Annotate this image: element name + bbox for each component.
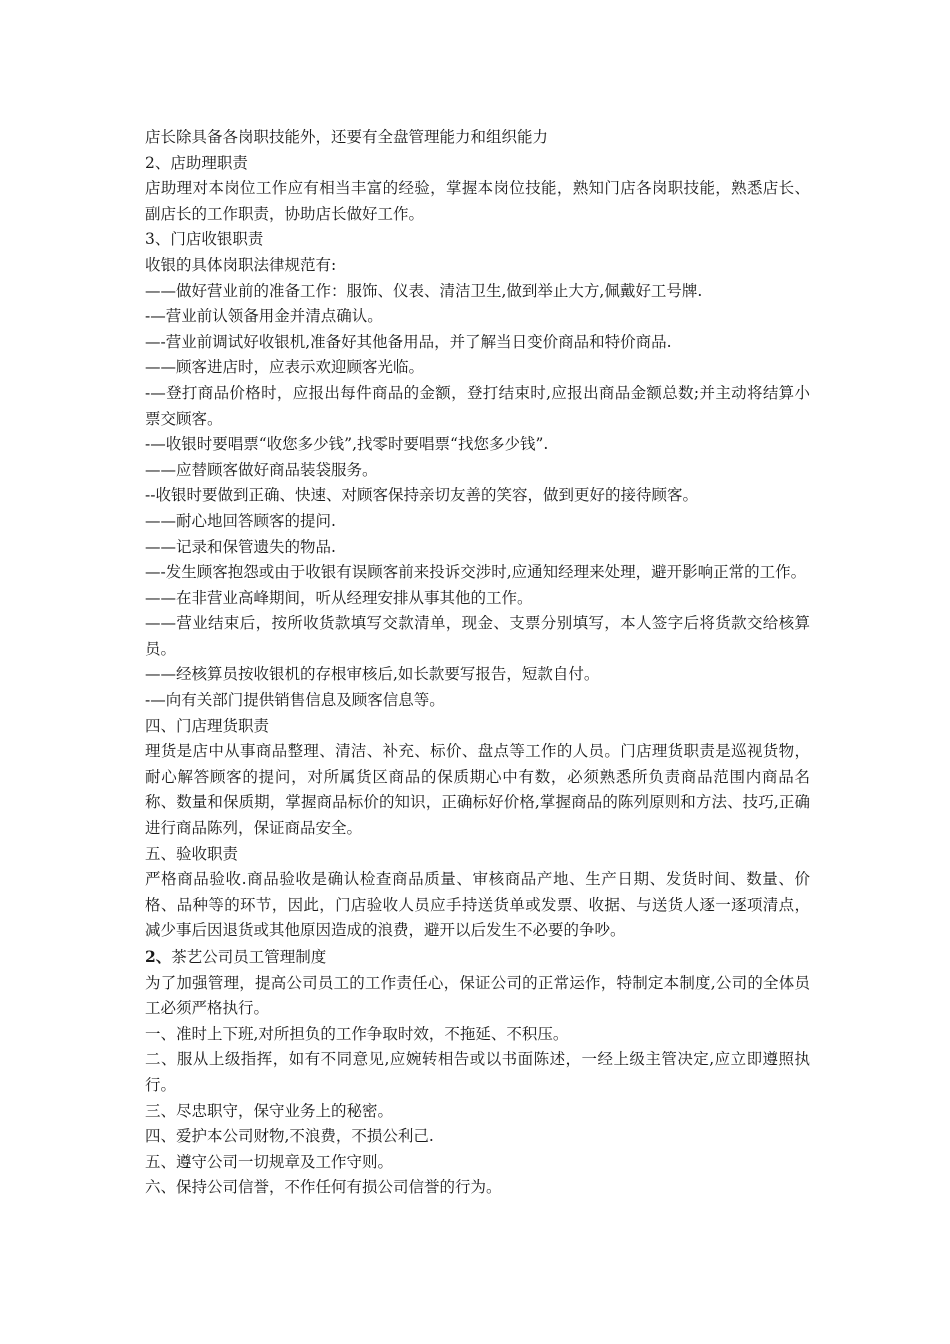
heading-inspection-duties: 五、验收职责 xyxy=(145,844,239,863)
section-title-text: 茶艺公司员工管理制度 xyxy=(171,948,327,966)
section-title-tea-company xyxy=(145,944,810,971)
list-item: 一、准时上下班,对所担负的工作争取时效，不拖延、不积压。 xyxy=(145,1024,569,1043)
list-item: ——在非营业高峰期间，听从经理安排从事其他的工作。 xyxy=(145,588,533,607)
list-item: ——营业结束后，按所收货款填写交款清单，现金、支票分别填写，本人签字后将货款交给核算员。 xyxy=(145,614,810,658)
paragraph-stocking-desc: 理货是店中从事商品整理、清洁、补充、标价、盘点等工作的人员。门店理货职责是巡视货物，耐心解答顾客的提问，对所属货区商品的保质期心中有数，必须熟悉所负责商品范围内商品名称、数量和保质期，掌握商品标价的知识，正确标好价格,掌握商品的陈列原则和方法、技巧,正确进行商品陈列，保证商品安全。 xyxy=(145,742,810,838)
list-item: ——耐心地回答顾客的提问. xyxy=(145,511,336,530)
document-page xyxy=(145,125,810,1201)
list-item: ——经核算员按收银机的存根审核后,如长款要写报告，短款自付。 xyxy=(145,665,600,684)
list-item: ——顾客进店时，应表示欢迎顾客光临。 xyxy=(145,358,425,377)
list-item: 三、尽忠职守，保守业务上的秘密。 xyxy=(145,1101,394,1120)
list-item: --收银时要做到正确、快速、对顾客保持亲切友善的笑容，做到更好的接待顾客。 xyxy=(145,486,698,505)
list-item: —-发生顾客抱怨或由于收银有误顾客前来投诉交涉时,应通知经理来处理，避开影响正常的工作。 xyxy=(145,563,807,582)
heading-stocking-duties: 四、门店理货职责 xyxy=(145,716,270,735)
list-item: —-营业前调试好收银机,准备好其他备用品，并了解当日变价商品和特价商品. xyxy=(145,332,672,351)
list-item: 二、服从上级指挥，如有不同意见,应婉转相告或以书面陈述，一经上级主管决定,应立即遵照执行。 xyxy=(145,1050,810,1094)
list-item: -—收银时要唱票“收您多少钱”,找零时要唱票“找您多少钱”. xyxy=(145,435,549,454)
list-item: -—登打商品价格时，应报出每件商品的金额，登打结束时,应报出商品金额总数;并主动将结算小票交顾客。 xyxy=(145,383,810,428)
list-item: -—营业前认领备用金并清点确认。 xyxy=(145,307,383,326)
section-number: 2、 xyxy=(145,947,172,966)
list-item: 六、保持公司信誉，不作任何有损公司信誉的行为。 xyxy=(145,1178,502,1197)
list-item: -—向有关部门提供销售信息及顾客信息等。 xyxy=(145,691,445,710)
paragraph-policy-intro: 为了加强管理，提高公司员工的工作责任心，保证公司的正常运作，特制定本制度,公司的全体员工必须严格执行。 xyxy=(145,973,810,1018)
list-item: ——应替顾客做好商品装袋服务。 xyxy=(145,460,378,479)
paragraph-assistant-desc: 店助理对本岗位工作应有相当丰富的经验，掌握本岗位技能，熟知门店各岗职技能，熟悉店长、副店长的工作职责，协助店长做好工作。 xyxy=(145,179,810,223)
heading-cashier-duties: 3、门店收银职责 xyxy=(145,230,264,249)
list-item: ——记录和保管遗失的物品. xyxy=(145,537,336,556)
list-item: ——做好营业前的准备工作：服饰、仪表、清洁卫生,做到举止大方,佩戴好工号牌. xyxy=(145,281,703,300)
list-item: 四、爱护本公司财物,不浪费，不损公利己. xyxy=(145,1127,434,1146)
paragraph-manager-ability: 店长除具备各岗职技能外，还要有全盘管理能力和组织能力 xyxy=(145,128,549,146)
paragraph-inspection-desc: 严格商品验收.商品验收是确认检查商品质量、审核商品产地、生产日期、发货时间、数量、价格、品种等的环节，因此，门店验收人员应手持送货单或发票、收据、与送货人逐一逐项清点，减少事后因退货或其他原因造成的浪费，避开以后发生不必要的争吵。 xyxy=(145,870,810,940)
heading-assistant-duties: 2、店助理职责 xyxy=(145,153,248,172)
paragraph-cashier-intro: 收银的具体岗职法律规范有: xyxy=(145,255,337,274)
list-item: 五、遵守公司一切规章及工作守则。 xyxy=(145,1152,394,1171)
